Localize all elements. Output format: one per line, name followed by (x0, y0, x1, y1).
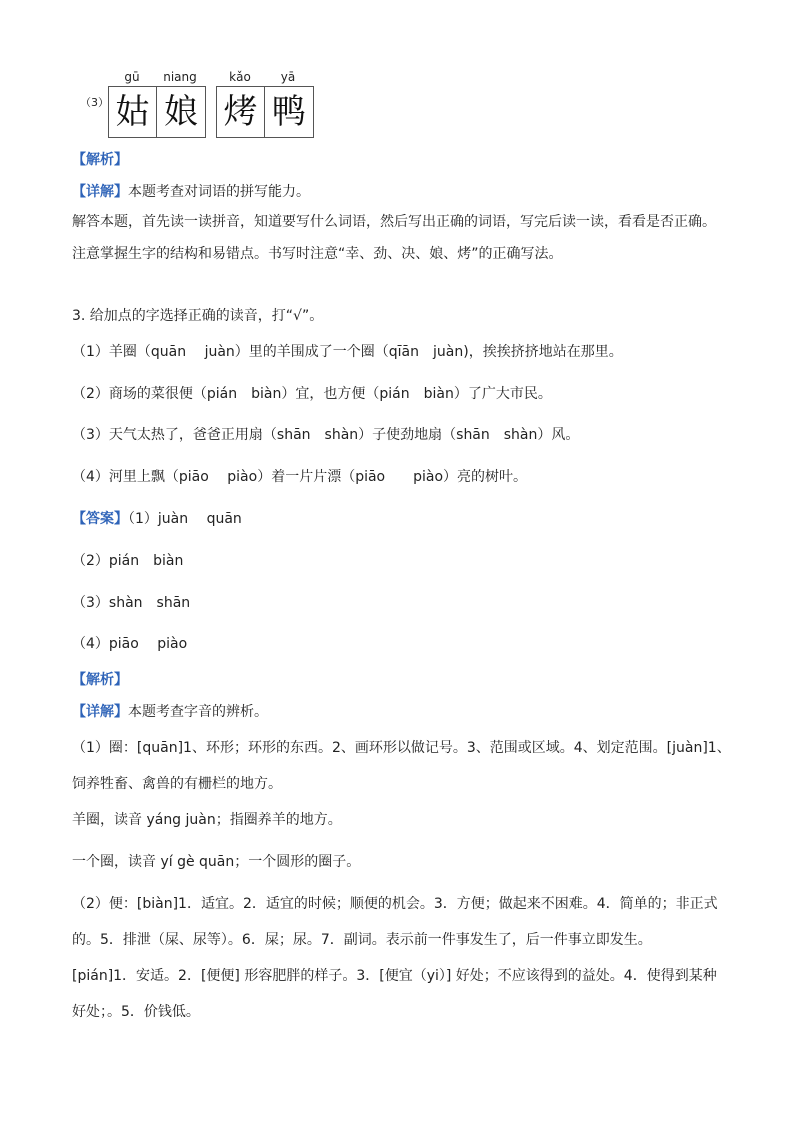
jiexi-tag-1: 【解析】 (72, 152, 128, 168)
explain-line-2: 解答本题，首先读一读拼音，知道要写什么词语，然后写出正确的词语，写完后读一读，看看是否正确。 (72, 214, 716, 230)
explain-pian-2: 好处；。5．价钱低。 (72, 1004, 200, 1020)
explain-pian-1: [pián]1．安适。2．[便便] 形容肥胖的样子。3．[便宜（yi）] 好处；不应该得到的益处。4．使得到某种 (72, 968, 717, 984)
char-kao: 烤 (223, 92, 258, 132)
jiexi-tag-2: 【解析】 (72, 672, 128, 688)
answer-1: （1）juàn quān (128, 511, 242, 527)
q3-item-4: （4）河里上飘（piāo piào）着一片片漂（piāo piào）亮的树叶。 (72, 469, 528, 485)
item-label: （3） (80, 96, 109, 109)
explain-quan-1: （1）圈：[quān]1、环形；环形的东西。2、画环形以做记号。3、范围或区域。4、划定范围。[juàn]1、 (72, 740, 731, 756)
answer-4: （4）piāo piào (72, 636, 188, 652)
xiangjie-tag-1: 【详解】 (72, 184, 128, 200)
char-gu: 姑 (115, 92, 150, 132)
answer-line-1 (72, 509, 242, 529)
char-cell (157, 87, 205, 137)
answer-tag: 【答案】 (72, 511, 128, 527)
char-grid-guniang (108, 86, 206, 138)
explain-quan-2: 饲养牲畜、禽兽的有栅栏的地方。 (72, 776, 282, 792)
pinyin-gu: gū (124, 70, 140, 84)
q3-title: 3. 给加点的字选择正确的读音，打“√”。 (72, 308, 324, 324)
q3-item-3: （3）天气太热了，爸爸正用扇（shān shàn）子使劲地扇（shān shàn）风。 (72, 427, 580, 443)
q3-item-1: （1）羊圈（quān juàn）里的羊围成了一个圈（qīān juàn)，挨挨挤挤地站在那里。 (72, 344, 623, 360)
char-cell (217, 87, 265, 137)
xiangjie-line-1 (72, 182, 310, 202)
char-ya: 鸭 (272, 92, 306, 132)
pinyin-kao: kǎo (229, 70, 251, 84)
answer-3: （3）shàn shān (72, 595, 191, 611)
char-cell (109, 87, 157, 137)
char-cell (265, 87, 313, 137)
char-grid-kaoya (216, 86, 314, 138)
xiangjie-text-2: 本题考查字音的辨析。 (128, 704, 268, 720)
char-niang: 娘 (164, 92, 198, 132)
q3-item-2: （2）商场的菜很便（pián biàn）宜，也方便（pián biàn）了广大市民。 (72, 386, 552, 402)
pinyin-niang: niang (163, 70, 197, 84)
answer-2: （2）pián biàn (72, 553, 184, 569)
xiangjie-text-1: 本题考查对词语的拼写能力。 (128, 184, 310, 200)
xiangjie-tag-2: 【详解】 (72, 704, 128, 720)
explain-bian-2: 的。5．排泄（屎、尿等）。6．屎；尿。7．副词。表示前一件事发生了，后一件事立即发生。 (72, 932, 652, 948)
explain-yangjuan: 羊圈，读音 yáng juàn；指圈养羊的地方。 (72, 812, 342, 828)
explain-yigequan: 一个圈，读音 yí gè quān；一个圆形的圈子。 (72, 854, 361, 870)
xiangjie-line-2 (72, 702, 268, 722)
pinyin-ya: yā (280, 70, 296, 84)
explain-line-3: 注意掌握生字的结构和易错点。书写时注意“幸、劲、决、娘、烤”的正确写法。 (72, 246, 563, 262)
explain-bian-1: （2）便：[biàn]1．适宜。2．适宜的时候；顺便的机会。3．方便；做起来不困难。4．简单的；非正式 (72, 896, 718, 912)
